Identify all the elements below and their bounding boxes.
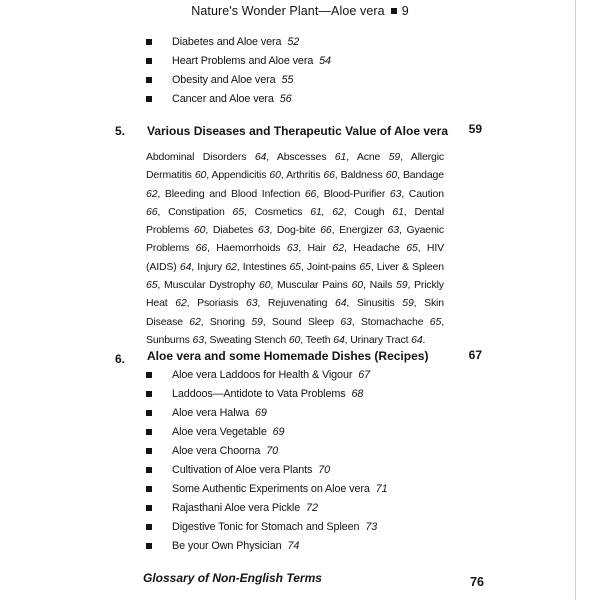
section-6-bullet-list bbox=[146, 366, 387, 556]
bullet-icon bbox=[146, 543, 152, 549]
item-page: 73 bbox=[365, 521, 378, 533]
index-page: 63 bbox=[387, 224, 399, 237]
section-5-index-paragraph: Abdominal Disorders 64, Abscesses 61, Acne 59, Allergic Dermatitis 60, Appendicitis 60, Arthritis 66, Baldness 60, Bandage 62, Bleeding and Blood Infection 66, Blood-Purifier 63, Caution 66, Constipation 65, Cosmetics 61, 62, Cough 61, Dental Problems 60, Diabetes 63, Dog-bite 66, Energizer 63, Gyaenic Problems 66, Haemorrhoids 63, Hair 62, Headache 65, HIV (AIDS) 64, Injury 62, Intestines 65, Joint-pains 65, Liver & Spleen 65, Muscular Dystrophy 60, Muscular Pains 60, Nails 59, Prickly Heat 62, Psoriasis 63, Rejuvenating 64, Sinusitis 59, Skin Disease 62, Snoring 59, Sound Sleep 63, Stomachache 65, Sunburns 63, Sweating Stench 60, Teeth 64, Urinary Tract 64. bbox=[146, 151, 444, 346]
page-edge-line bbox=[575, 0, 576, 600]
list-item bbox=[146, 71, 331, 90]
index-term: Sunburns bbox=[146, 333, 190, 346]
item-text: Aloe vera Choorna bbox=[172, 445, 261, 457]
index-term: Constipation bbox=[168, 205, 225, 218]
bullet-icon bbox=[146, 39, 152, 45]
index-term: Cosmetics bbox=[254, 205, 303, 218]
index-page: 66 bbox=[146, 205, 158, 218]
index-page: 66 bbox=[304, 187, 317, 200]
index-term: Urinary Tract bbox=[350, 333, 409, 346]
bullet-icon bbox=[146, 505, 152, 511]
index-term: Sweating Stench bbox=[209, 333, 287, 346]
index-term: Psoriasis bbox=[197, 297, 239, 310]
list-item bbox=[146, 423, 387, 442]
item-page: 69 bbox=[255, 407, 267, 419]
index-term: Bleeding and Blood Infection bbox=[164, 187, 301, 200]
section-page: 59 bbox=[468, 122, 482, 136]
index-page: 66 bbox=[323, 169, 335, 182]
index-term: Muscular Pains bbox=[277, 279, 348, 292]
list-item bbox=[146, 537, 387, 556]
index-page: 62 bbox=[146, 187, 158, 200]
bullet-icon bbox=[146, 524, 152, 530]
bullet-icon bbox=[146, 448, 152, 454]
running-head bbox=[0, 4, 600, 18]
index-term: Abscesses bbox=[276, 151, 327, 163]
bullet-icon bbox=[146, 429, 152, 435]
index-term: Hair bbox=[307, 242, 327, 255]
section-page: 67 bbox=[468, 348, 482, 362]
index-term: Prickly Heat bbox=[146, 279, 444, 310]
section-number: 5. bbox=[115, 124, 126, 138]
index-term: Skin Disease bbox=[146, 297, 444, 328]
item-page: 54 bbox=[319, 55, 331, 67]
index-page: 60 bbox=[269, 169, 281, 182]
index-page: 63 bbox=[389, 187, 402, 200]
list-item bbox=[146, 385, 387, 404]
index-term: Cough bbox=[354, 205, 385, 218]
index-page: 66 bbox=[320, 224, 332, 237]
item-page: 70 bbox=[318, 464, 331, 476]
item-text: Rajasthani Aloe vera Pickle bbox=[172, 502, 301, 514]
running-head-title: Nature's Wonder Plant—Aloe vera bbox=[191, 4, 385, 18]
index-term: Muscular Dystrophy bbox=[164, 279, 256, 292]
top-bullet-list bbox=[146, 33, 331, 109]
list-item bbox=[146, 461, 387, 480]
index-page: 65 bbox=[359, 260, 371, 273]
index-page: 64 bbox=[411, 333, 423, 346]
index-page: 65 bbox=[146, 279, 158, 292]
list-item bbox=[146, 499, 387, 518]
index-page: 59 bbox=[396, 279, 408, 292]
index-page: 62 bbox=[189, 315, 201, 328]
index-term: Joint-pains bbox=[306, 260, 357, 273]
index-page: 59 bbox=[388, 151, 401, 163]
index-term: Gyaenic Problems bbox=[146, 224, 444, 255]
item-page: 74 bbox=[287, 540, 300, 552]
index-term: Intestines bbox=[242, 260, 287, 273]
index-page: 60 bbox=[351, 279, 363, 292]
index-term: Haemorrhoids bbox=[216, 242, 281, 255]
index-page: 59 bbox=[251, 315, 263, 328]
section-number: 6. bbox=[115, 352, 126, 366]
bullet-icon bbox=[146, 58, 152, 64]
list-item bbox=[146, 442, 387, 461]
index-page: 63 bbox=[340, 315, 352, 328]
index-term: Sinusitis bbox=[356, 297, 395, 310]
index-page: 63 bbox=[257, 224, 270, 237]
index-page: 66 bbox=[195, 242, 207, 255]
item-page: 72 bbox=[306, 502, 318, 514]
item-page: 71 bbox=[375, 483, 388, 495]
index-page: 64 bbox=[254, 151, 267, 163]
list-item bbox=[146, 33, 331, 52]
square-bullet-icon bbox=[391, 8, 397, 14]
list-item bbox=[146, 52, 331, 71]
item-page: 70 bbox=[266, 445, 279, 457]
index-term: Headache bbox=[353, 242, 400, 255]
index-term: Dental Problems bbox=[146, 205, 444, 237]
list-item bbox=[146, 404, 387, 423]
section-title: Aloe vera and some Homemade Dishes (Recipes) bbox=[147, 349, 429, 363]
bullet-icon bbox=[146, 77, 152, 83]
section-title: Various Diseases and Therapeutic Value of Aloe vera bbox=[147, 124, 449, 138]
index-page: 65 bbox=[429, 315, 442, 328]
index-term: Stomachache bbox=[360, 315, 424, 328]
index-term: Liver & Spleen bbox=[376, 260, 444, 273]
index-page: 65 bbox=[406, 242, 418, 255]
index-term: HIV (AIDS) bbox=[146, 242, 444, 273]
index-term: Diabetes bbox=[212, 224, 254, 237]
index-term: Sound Sleep bbox=[271, 315, 334, 328]
index-page: 62 bbox=[175, 297, 187, 310]
running-head-page-number: 9 bbox=[401, 4, 409, 18]
index-term: Appendicitis bbox=[211, 169, 267, 182]
index-page: 60 bbox=[259, 279, 271, 292]
index-page: 60 bbox=[288, 333, 301, 346]
item-text: Laddoos—Antidote to Vata Problems bbox=[172, 388, 346, 400]
item-text: Diabetes and Aloe vera bbox=[172, 36, 282, 48]
item-text: Aloe vera Vegetable bbox=[172, 426, 267, 438]
item-text: Cultivation of Aloe vera Plants bbox=[172, 464, 313, 476]
item-page: 52 bbox=[287, 36, 300, 48]
item-page: 67 bbox=[358, 369, 371, 381]
bullet-icon bbox=[146, 467, 152, 473]
item-text: Digestive Tonic for Stomach and Spleen bbox=[172, 521, 360, 533]
item-text: Cancer and Aloe vera bbox=[172, 93, 274, 105]
list-item bbox=[146, 90, 331, 109]
item-text: Be your Own Physician bbox=[172, 540, 282, 552]
index-term: Acne bbox=[356, 151, 381, 163]
item-text: Heart Problems and Aloe vera bbox=[172, 55, 314, 67]
index-page: 60 bbox=[194, 169, 207, 182]
index-term: Bandage bbox=[402, 169, 444, 182]
item-text: Aloe vera Laddoos for Health & Vigour bbox=[172, 369, 353, 381]
glossary-entry-title: Glossary of Non-English Terms bbox=[143, 571, 322, 585]
item-page: 55 bbox=[281, 74, 294, 86]
index-page: 61 bbox=[392, 205, 404, 218]
index-term: Energizer bbox=[339, 224, 383, 237]
item-page: 68 bbox=[351, 388, 364, 400]
index-term: Arthritis bbox=[286, 169, 321, 182]
index-page: 64 bbox=[179, 260, 192, 273]
index-page: 60 bbox=[193, 224, 206, 237]
index-term: Snoring bbox=[209, 315, 245, 328]
bullet-icon bbox=[146, 410, 152, 416]
list-item bbox=[146, 518, 387, 537]
list-item bbox=[146, 480, 387, 499]
bullet-icon bbox=[146, 486, 152, 492]
index-term: Nails bbox=[369, 279, 393, 292]
bullet-icon bbox=[146, 391, 152, 397]
index-page: 59 bbox=[402, 297, 414, 310]
index-page: 65 bbox=[232, 205, 244, 218]
index-page: 64 bbox=[333, 333, 345, 346]
index-page: 63 bbox=[286, 242, 299, 255]
item-text: Aloe vera Halwa bbox=[172, 407, 250, 419]
index-term: Dog-bite bbox=[276, 224, 316, 237]
index-term: Rejuvenating bbox=[267, 297, 328, 310]
list-item bbox=[146, 366, 387, 385]
glossary-entry-page: 76 bbox=[470, 575, 484, 589]
index-page: 63 bbox=[192, 333, 204, 346]
index-term: Injury bbox=[197, 260, 223, 273]
item-text: Obesity and Aloe vera bbox=[172, 74, 276, 86]
index-term: Teeth bbox=[305, 333, 331, 346]
index-page: 61 bbox=[334, 151, 347, 163]
item-text: Some Authentic Experiments on Aloe vera bbox=[172, 483, 370, 495]
index-term: Blood-Purifier bbox=[323, 187, 386, 200]
index-term: Abdominal Disorders bbox=[146, 151, 247, 163]
item-page: 56 bbox=[279, 93, 292, 105]
bullet-icon bbox=[146, 372, 152, 378]
item-page: 69 bbox=[272, 426, 285, 438]
index-page: 62 bbox=[332, 242, 344, 255]
index-page: 63 bbox=[246, 297, 258, 310]
index-term: Caution bbox=[408, 187, 444, 200]
index-page: 62 bbox=[225, 260, 237, 273]
index-page: 61, 62 bbox=[310, 205, 344, 218]
index-term: Allergic Dermatitis bbox=[146, 151, 444, 182]
index-term: Baldness bbox=[340, 169, 383, 182]
index-page: 60 bbox=[385, 169, 398, 182]
bullet-icon bbox=[146, 96, 152, 102]
index-page: 64 bbox=[335, 297, 347, 310]
index-page: 65 bbox=[289, 260, 301, 273]
